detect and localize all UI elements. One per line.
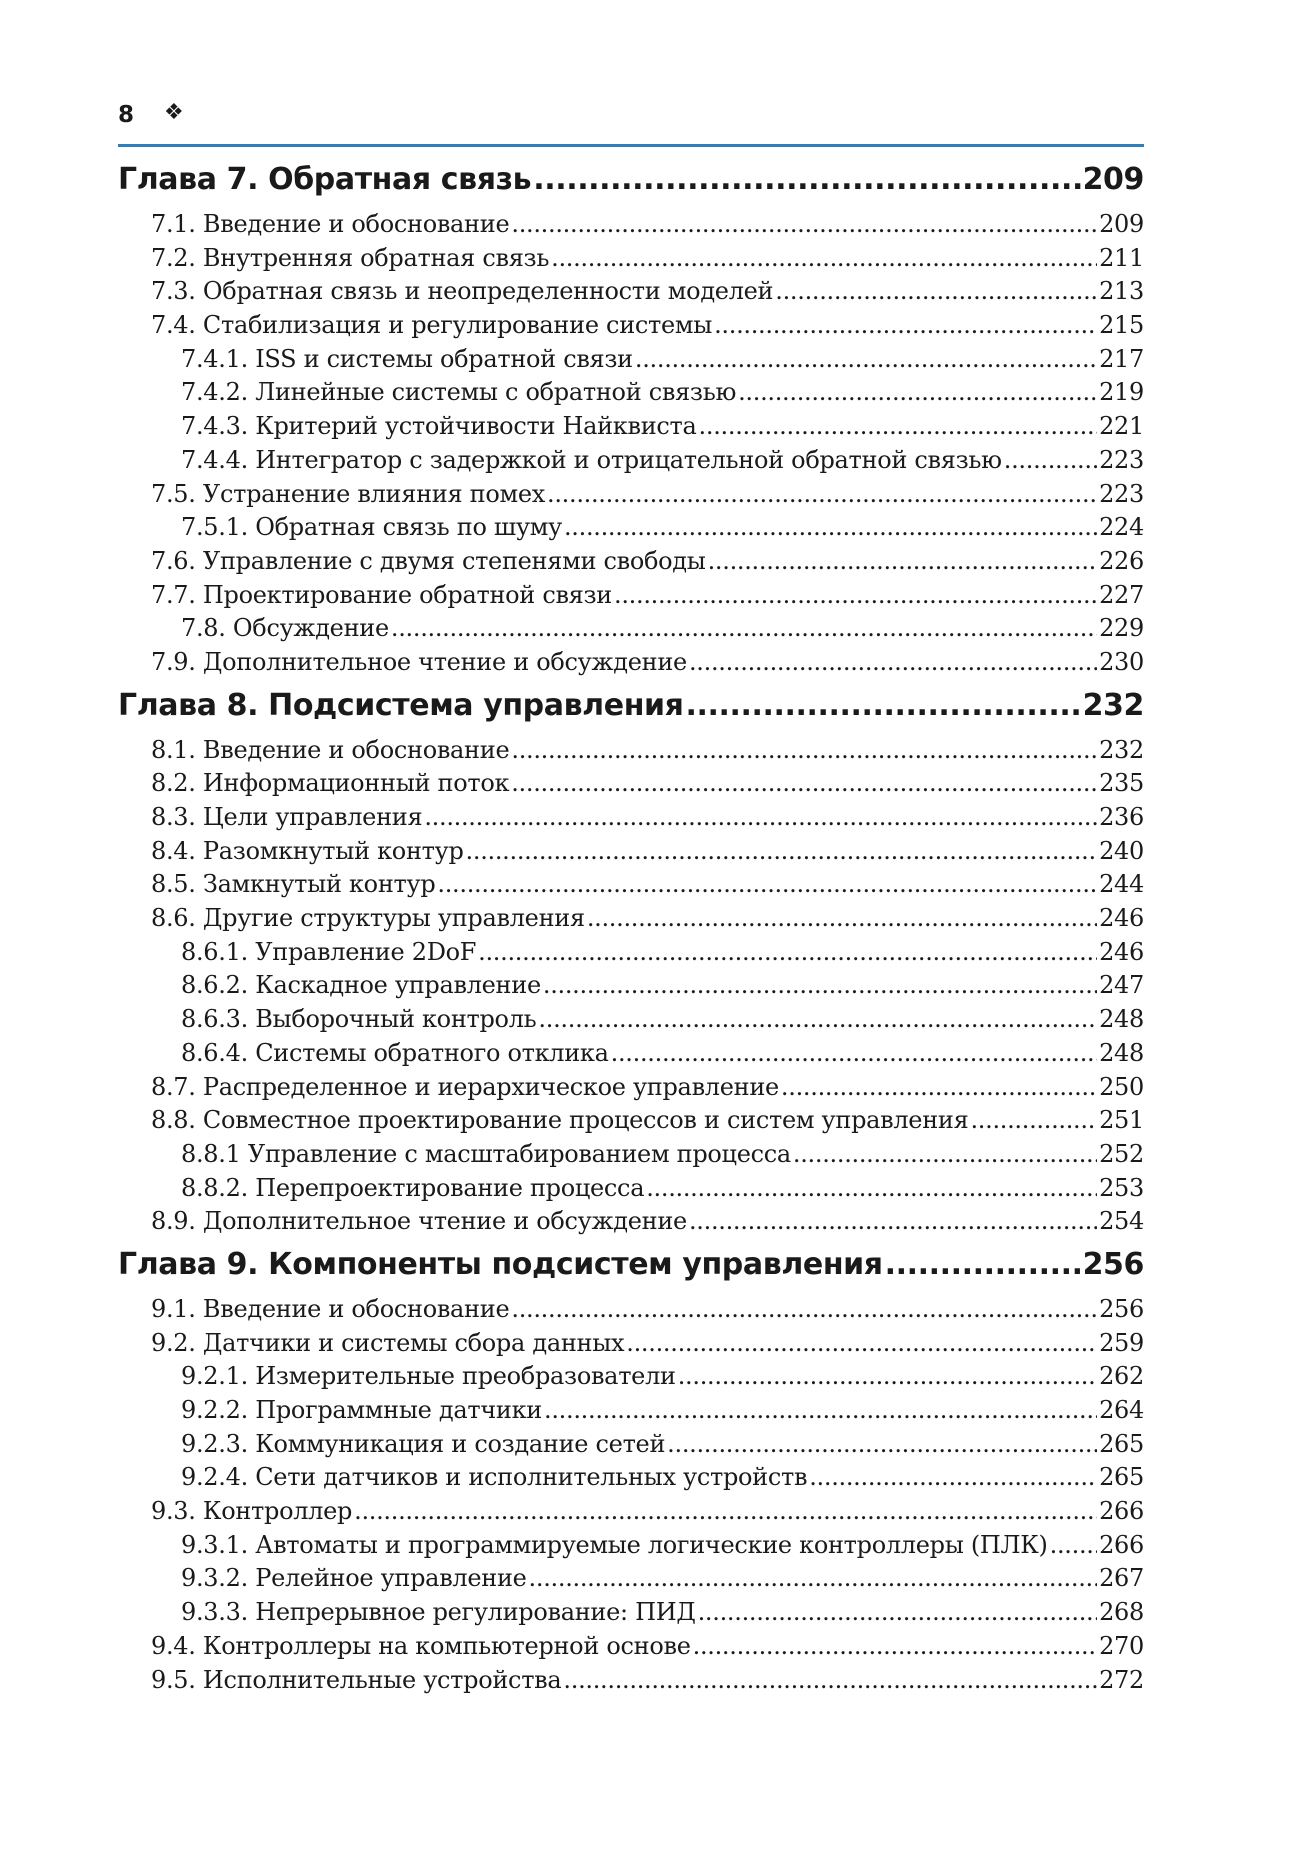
entry-title: 8.7. Распределенное и иерархическое управление: [151, 1072, 779, 1101]
entry-title: 9.3.3. Непрерывное регулирование: ПИД: [181, 1598, 696, 1627]
toc-subsection[interactable]: [118, 1362, 1144, 1396]
entry-title: 8.3. Цели управления: [151, 803, 423, 831]
toc-section[interactable]: [118, 904, 1144, 938]
entry-title: 8.6.3. Выборочный контроль: [181, 1005, 537, 1034]
entry-page-number: 246: [1099, 937, 1144, 966]
toc-section[interactable]: [118, 311, 1144, 345]
toc-section[interactable]: [118, 1329, 1144, 1363]
entry-title: 8.5. Замкнутый контур: [151, 870, 436, 899]
chapter-heading[interactable]: [118, 162, 1144, 210]
entry-page-number: 266: [1099, 1497, 1144, 1526]
entry-title: 9.2. Датчики и системы сбора данных: [151, 1328, 625, 1357]
dot-leader: [391, 614, 1097, 642]
entry-title: 9.2.3. Коммуникация и создание сетей: [181, 1429, 666, 1458]
toc-subsection[interactable]: [118, 938, 1144, 972]
toc-section[interactable]: [118, 837, 1144, 871]
entry-title: 8.6.1. Управление 2DoF: [181, 937, 477, 966]
dot-leader: [511, 769, 1097, 797]
entry-title: 7.4.2. Линейные системы с обратной связью: [181, 378, 737, 407]
entry-title: 8.4. Разомкнутый контур: [151, 836, 464, 865]
entry-page-number: 240: [1099, 836, 1144, 865]
toc-subsection[interactable]: [118, 614, 1144, 648]
dot-leader: [793, 1140, 1097, 1168]
entry-title: 9.2.1. Измерительные преобразователи: [181, 1362, 676, 1391]
dot-leader: [614, 581, 1097, 609]
entry-title: 8.2. Информационный поток: [151, 769, 510, 798]
toc-section[interactable]: [118, 870, 1144, 904]
entry-page-number: 265: [1099, 1463, 1144, 1492]
entry-title: 7.6. Управление с двумя степенями свободы: [151, 546, 706, 575]
entry-title: 8.9. Дополнительное чтение и обсуждение: [151, 1207, 687, 1236]
entry-page-number: 248: [1099, 1005, 1144, 1034]
entry-title: 9.3.1. Автоматы и программируемые логические контроллеры (ПЛК): [181, 1530, 1048, 1559]
dot-leader: [646, 1174, 1097, 1202]
dot-leader: [1050, 1531, 1097, 1559]
toc-subsection[interactable]: [118, 1531, 1144, 1565]
dot-leader: [689, 648, 1097, 676]
entry-page-number: 256: [1099, 1294, 1144, 1323]
entry-page-number: 246: [1099, 904, 1144, 933]
entry-page-number: 270: [1099, 1631, 1144, 1660]
toc-section[interactable]: [118, 1632, 1144, 1666]
entry-page-number: 226: [1099, 546, 1144, 575]
toc-subsection[interactable]: [118, 1140, 1144, 1174]
entry-title: 7.3. Обратная связь и неопределенности моделей: [151, 277, 774, 306]
entry-page-number: 266: [1099, 1530, 1144, 1559]
dot-leader: [611, 1039, 1097, 1067]
toc-subsection[interactable]: [118, 378, 1144, 412]
dot-leader: [538, 1005, 1097, 1033]
entry-title: 9.5. Исполнительные устройства: [151, 1665, 562, 1694]
entry-title: 7.7. Проектирование обратной связи: [151, 580, 612, 609]
dot-leader: [544, 1396, 1097, 1424]
chapter-heading[interactable]: [118, 688, 1144, 736]
entry-title: 7.4. Стабилизация и регулирование системы: [151, 311, 713, 340]
dot-leader: [466, 837, 1098, 865]
dot-leader: [689, 1207, 1097, 1235]
toc-section[interactable]: [118, 736, 1144, 770]
entry-page-number: 268: [1099, 1598, 1144, 1627]
entry-title: 7.4.4. Интегратор с задержкой и отрицательной обратной связью: [181, 445, 1002, 474]
dot-leader: [529, 1564, 1098, 1592]
entry-page-number: 215: [1099, 311, 1144, 340]
page-number: 8: [118, 102, 135, 128]
entry-page-number: 211: [1099, 243, 1144, 272]
toc-section[interactable]: [118, 1666, 1144, 1700]
toc-section[interactable]: [118, 547, 1144, 581]
entry-title: 9.4. Контроллеры на компьютерной основе: [151, 1631, 691, 1660]
entry-title: 9.1. Введение и обоснование: [151, 1294, 510, 1323]
dot-leader: [437, 870, 1097, 898]
entry-page-number: 247: [1099, 971, 1144, 1000]
toc-section[interactable]: [118, 581, 1144, 615]
chapter-title: Глава 7. Обратная связь: [118, 162, 532, 197]
entry-title: 7.8. Обсуждение: [181, 614, 389, 643]
entry-title: 7.4.1. ISS и системы обратной связи: [181, 344, 633, 373]
ornament-icon: ❖: [164, 100, 184, 125]
entry-title: 8.6. Другие структуры управления: [151, 904, 585, 933]
toc-subsection[interactable]: [118, 513, 1144, 547]
entry-page-number: 221: [1099, 412, 1144, 441]
toc-subsection[interactable]: [118, 1396, 1144, 1430]
toc-section[interactable]: [118, 1073, 1144, 1107]
dot-leader: [635, 345, 1097, 373]
entry-title: 9.3. Контроллер: [151, 1497, 353, 1526]
entry-title: 7.5.1. Обратная связь по шуму: [181, 513, 562, 542]
entry-page-number: 227: [1099, 580, 1144, 609]
entry-page-number: 223: [1099, 445, 1144, 474]
toc-section[interactable]: [118, 1207, 1144, 1241]
dot-leader: [551, 244, 1097, 272]
entry-title: 8.6.2. Каскадное управление: [181, 971, 541, 1000]
entry-page-number: 254: [1099, 1207, 1144, 1236]
entry-page-number: 232: [1099, 735, 1144, 764]
dot-leader: [698, 1598, 1097, 1626]
toc-section[interactable]: [118, 648, 1144, 682]
entry-page-number: 253: [1099, 1173, 1144, 1202]
entry-page-number: 248: [1099, 1038, 1144, 1067]
entry-page-number: 262: [1099, 1362, 1144, 1391]
toc-section[interactable]: [118, 769, 1144, 803]
toc-subsection[interactable]: [118, 1430, 1144, 1464]
dot-leader: [693, 1632, 1097, 1660]
entry-title: 8.6.4. Системы обратного отклика: [181, 1038, 609, 1067]
entry-page-number: 251: [1099, 1106, 1144, 1135]
chapter-page-number: 232: [1082, 687, 1144, 723]
dot-leader: [708, 547, 1098, 575]
toc-section[interactable]: [118, 210, 1144, 244]
entry-title: 9.2.2. Программные датчики: [181, 1396, 543, 1424]
entry-title: 8.8.2. Перепроектирование процесса: [181, 1173, 645, 1202]
dot-leader: [511, 1295, 1097, 1323]
dot-leader: [775, 277, 1097, 305]
dot-leader: [563, 1666, 1097, 1694]
chapter-title: Глава 9. Компоненты подсистем управления: [118, 1246, 883, 1282]
toc-section[interactable]: [118, 480, 1144, 514]
dot-leader: [714, 311, 1097, 339]
dot-leader: [511, 736, 1097, 764]
dot-leader: [970, 1106, 1097, 1134]
toc-subsection[interactable]: [118, 1005, 1144, 1039]
dot-leader: [678, 1362, 1097, 1390]
dot-leader: [1004, 446, 1097, 474]
entry-page-number: 230: [1099, 647, 1144, 676]
dot-leader: [667, 1430, 1097, 1458]
entry-title: 8.8. Совместное проектирование процессов и систем управления: [151, 1106, 969, 1135]
entry-page-number: 223: [1099, 479, 1144, 508]
entry-title: 7.5. Устранение влияния помех: [151, 479, 545, 508]
toc-subsection[interactable]: [118, 1564, 1144, 1598]
entry-page-number: 250: [1099, 1072, 1144, 1101]
toc-subsection[interactable]: [118, 345, 1144, 379]
entry-page-number: 264: [1099, 1396, 1144, 1424]
dot-leader: [781, 1073, 1097, 1101]
dot-leader: [686, 688, 1081, 723]
entry-page-number: 209: [1099, 210, 1144, 238]
entry-page-number: 213: [1099, 277, 1144, 306]
entry-page-number: 224: [1099, 513, 1144, 542]
toc-subsection[interactable]: [118, 1039, 1144, 1073]
entry-page-number: 229: [1099, 614, 1144, 643]
dot-leader: [699, 412, 1098, 440]
dot-leader: [478, 938, 1097, 966]
dot-leader: [547, 480, 1097, 508]
toc-subsection[interactable]: [118, 446, 1144, 480]
toc-section[interactable]: [118, 803, 1144, 837]
toc-section[interactable]: [118, 1106, 1144, 1140]
dot-leader: [424, 803, 1097, 831]
entry-page-number: 267: [1099, 1564, 1144, 1593]
dot-leader: [533, 162, 1080, 197]
dot-leader: [885, 1247, 1081, 1282]
toc-subsection[interactable]: [118, 412, 1144, 446]
toc-section[interactable]: [118, 1295, 1144, 1329]
toc-subsection[interactable]: [118, 1174, 1144, 1208]
entry-title: 9.2.4. Сети датчиков и исполнительных устройств: [181, 1463, 808, 1492]
toc-subsection[interactable]: [118, 971, 1144, 1005]
dot-leader: [564, 513, 1097, 541]
entry-page-number: 272: [1099, 1665, 1144, 1694]
entry-page-number: 219: [1099, 378, 1144, 407]
entry-title: 9.3.2. Релейное управление: [181, 1564, 527, 1593]
toc-subsection[interactable]: [118, 1598, 1144, 1632]
chapter-page-number: 209: [1082, 162, 1144, 197]
dot-leader: [738, 378, 1097, 406]
entry-page-number: 217: [1099, 344, 1144, 373]
toc-subsection[interactable]: [118, 1463, 1144, 1497]
entry-page-number: 236: [1099, 803, 1144, 831]
chapter-page-number: 256: [1082, 1246, 1144, 1282]
chapter-heading[interactable]: [118, 1247, 1144, 1295]
dot-leader: [511, 210, 1097, 238]
entry-page-number: 244: [1099, 870, 1144, 899]
entry-title: 7.2. Внутренняя обратная связь: [151, 243, 550, 272]
entry-page-number: 259: [1099, 1328, 1144, 1357]
entry-title: 7.4.3. Критерий устойчивости Найквиста: [181, 412, 697, 441]
entry-title: 8.8.1 Управление с масштабированием процесса: [181, 1139, 791, 1168]
toc-section[interactable]: [118, 1497, 1144, 1531]
dot-leader: [354, 1497, 1097, 1525]
dot-leader: [543, 971, 1097, 999]
toc-section[interactable]: [118, 277, 1144, 311]
entry-title: 8.1. Введение и обоснование: [151, 735, 510, 764]
entry-title: 7.9. Дополнительное чтение и обсуждение: [151, 647, 687, 676]
entry-page-number: 235: [1099, 769, 1144, 798]
table-of-contents: [118, 162, 1144, 1699]
entry-page-number: 265: [1099, 1429, 1144, 1458]
dot-leader: [626, 1329, 1097, 1357]
page-header: [118, 98, 1144, 147]
toc-section[interactable]: [118, 244, 1144, 278]
entry-title: 7.1. Введение и обоснование: [151, 210, 510, 238]
dot-leader: [587, 904, 1097, 932]
dot-leader: [809, 1463, 1097, 1491]
entry-page-number: 252: [1099, 1139, 1144, 1168]
chapter-title: Глава 8. Подсистема управления: [118, 687, 684, 723]
